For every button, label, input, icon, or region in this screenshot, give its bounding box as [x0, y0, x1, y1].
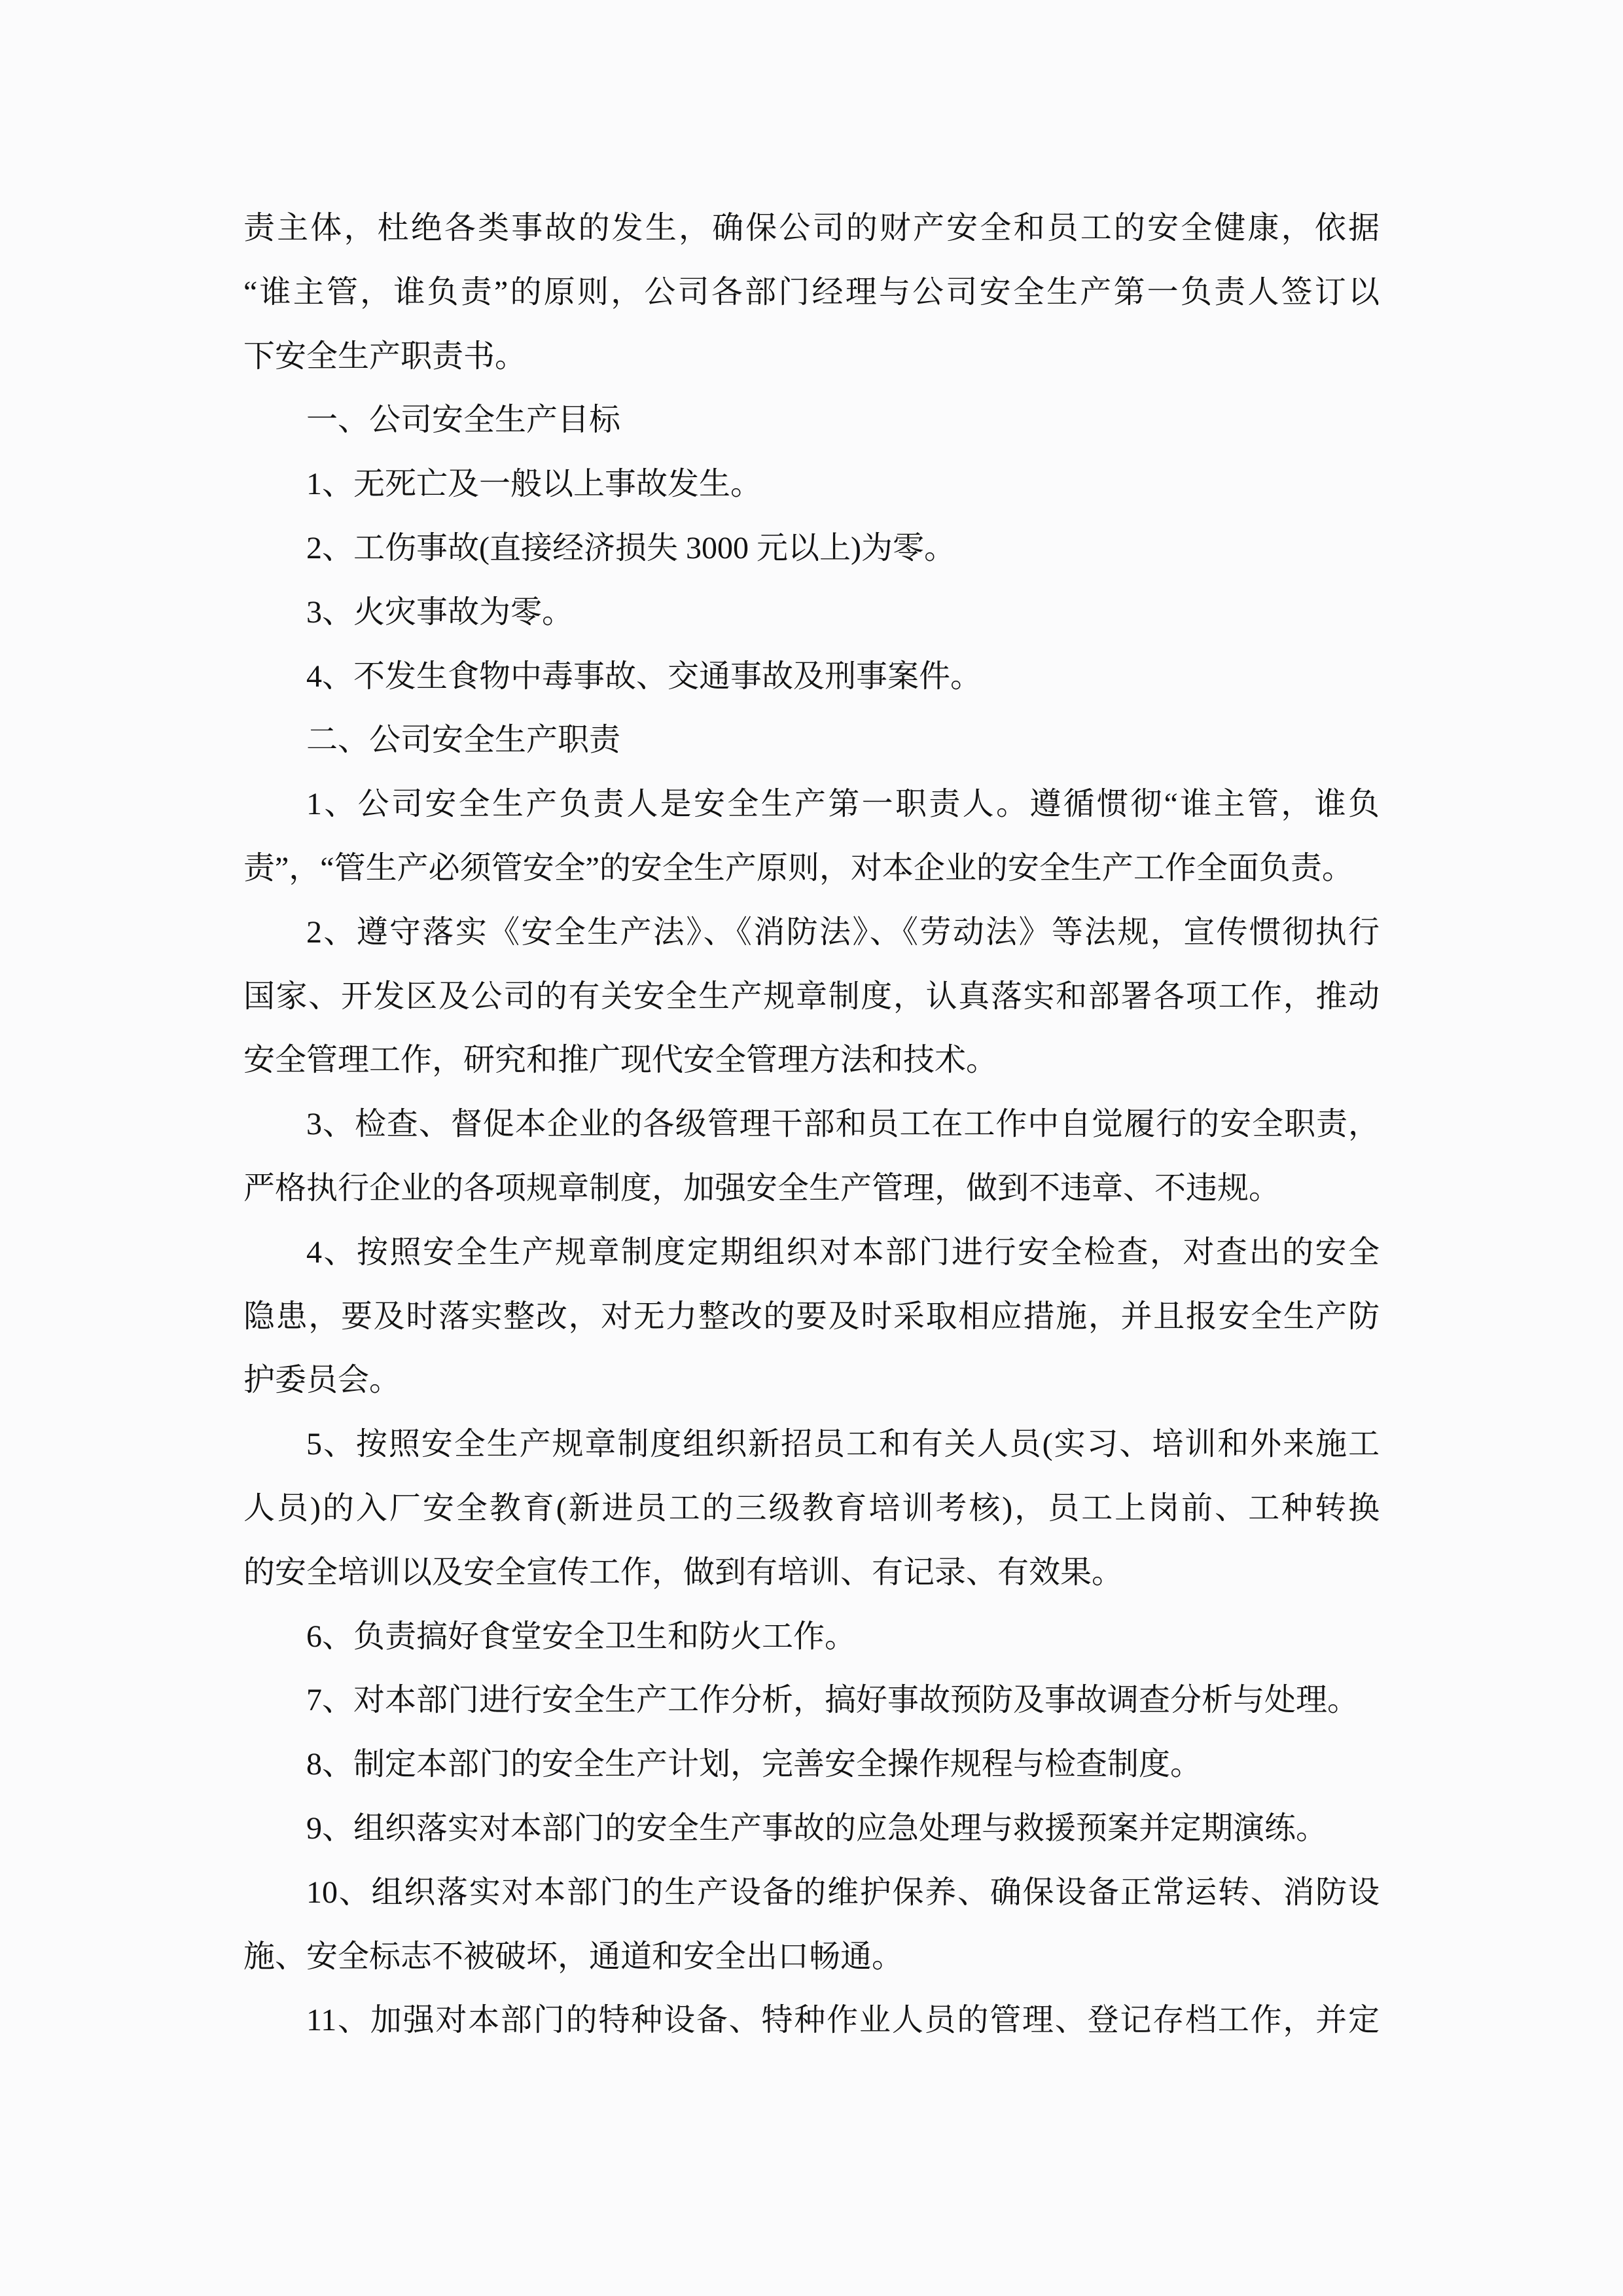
document-text-block: [243, 196, 1380, 2053]
list-item: 7、对本部门进行安全生产工作分析，搞好事故预防及事故调查分析与处理。: [306, 1683, 1359, 1718]
list-item: 8、制定本部门的安全生产计划，完善安全操作规程与检查制度。: [306, 1747, 1202, 1782]
list-item: 2、工伤事故(直接经济损失 3000 元以上)为零。: [306, 530, 955, 565]
text-line: 责”，“管生产必须管安全”的安全生产原则，对本企业的安全生产工作全面负责。: [243, 850, 1353, 886]
list-item: 3、检查、督促本企业的各级管理干部和员工在工作中自觉履行的安全职责，: [306, 1107, 1380, 1142]
list-item: 11、加强对本部门的特种设备、特种作业人员的管理、登记存档工作，并定: [306, 2003, 1380, 2038]
text-line: 的安全培训以及安全宣传工作，做到有培训、有记录、有效果。: [243, 1554, 1124, 1590]
text-line: 安全管理工作，研究和推广现代安全管理方法和技术。: [243, 1043, 998, 1078]
text-line: 国家、开发区及公司的有关安全生产规章制度，认真落实和部署各项工作，推动: [243, 978, 1380, 1014]
list-item: 9、组织落实对本部门的安全生产事故的应急处理与救援预案并定期演练。: [306, 1810, 1328, 1846]
text-line: “谁主管，谁负责”的原则，公司各部门经理与公司安全生产第一负责人签订以: [243, 274, 1380, 310]
list-item: 1、无死亡及一般以上事故发生。: [306, 467, 762, 502]
list-item: 6、负责搞好食堂安全卫生和防火工作。: [306, 1619, 857, 1654]
list-item: 4、按照安全生产规章制度定期组织对本部门进行安全检查，对查出的安全: [306, 1234, 1380, 1270]
list-item: 4、不发生食物中毒事故、交通事故及刑事案件。: [306, 658, 982, 694]
text-line: 护委员会。: [243, 1363, 401, 1398]
list-item: 10、组织落实对本部门的生产设备的维护保养、确保设备正常运转、消防设: [306, 1874, 1380, 1910]
text-line: 施、安全标志不被破坏，通道和安全出口畅通。: [243, 1939, 904, 1974]
section-heading: 一、公司安全生产目标: [306, 403, 621, 438]
list-item: 2、遵守落实《安全生产法》、《消防法》、《劳动法》等法规，宣传惯彻执行: [306, 914, 1380, 950]
list-item: 5、按照安全生产规章制度组织新招员工和有关人员(实习、培训和外来施工: [306, 1427, 1380, 1462]
text-line: 隐患，要及时落实整改，对无力整改的要及时采取相应措施，并且报安全生产防: [243, 1299, 1380, 1334]
text-line: 下安全生产职责书。: [243, 338, 527, 374]
text-line: 严格执行企业的各项规章制度，加强安全生产管理，做到不违章、不违规。: [243, 1170, 1281, 1206]
section-heading: 二、公司安全生产职责: [306, 723, 621, 758]
list-item: 1、公司安全生产负责人是安全生产第一职责人。遵循惯彻“谁主管，谁负: [306, 787, 1380, 822]
text-line: 人员)的入厂安全教育(新进员工的三级教育培训考核)，员工上岗前、工种转换: [243, 1490, 1380, 1526]
list-item: 3、火灾事故为零。: [306, 594, 574, 630]
text-line: 责主体，杜绝各类事故的发生，确保公司的财产安全和员工的安全健康，依据: [243, 211, 1380, 245]
